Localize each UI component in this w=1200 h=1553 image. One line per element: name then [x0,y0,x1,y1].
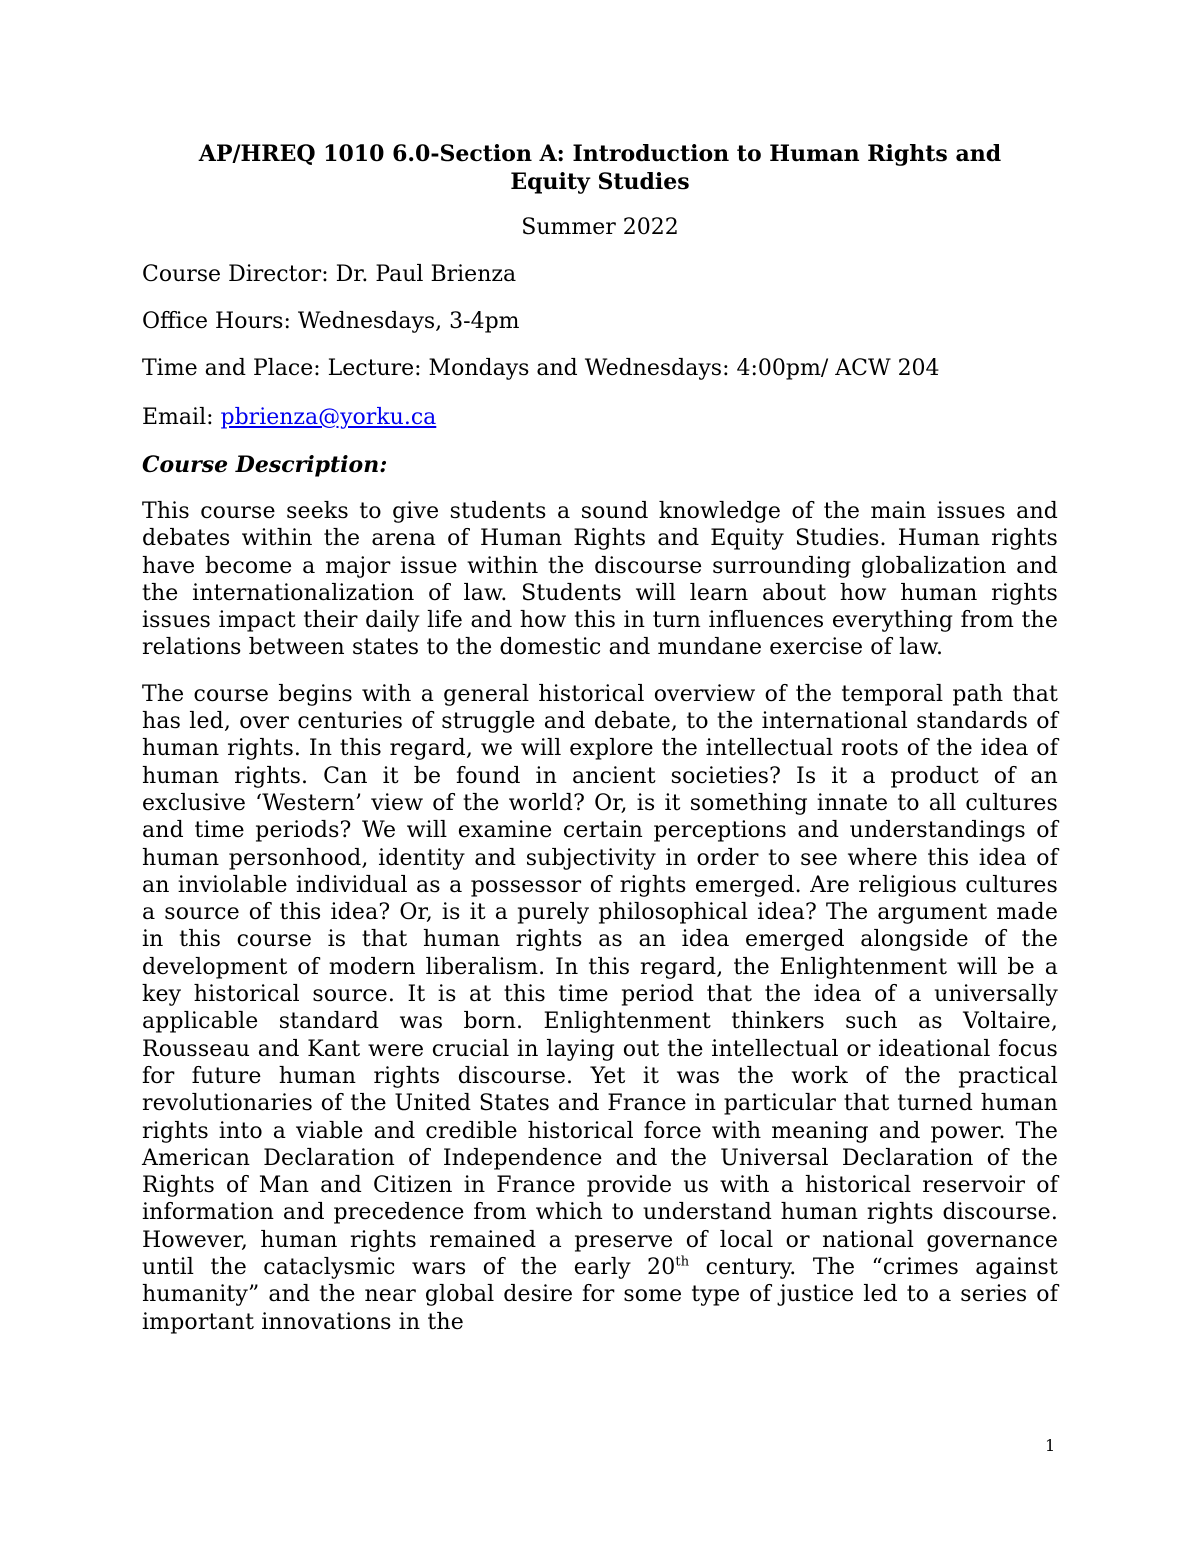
course-director: Course Director: Dr. Paul Brienza [142,262,517,287]
course-description-heading: Course Description: [142,452,388,478]
paragraph-2-text-b: century. The “crimes against humanity” and the near global desire for some type of justice led to a series of important innovations in the [142,1255,1058,1335]
time-and-place: Time and Place: Lecture: Mondays and Wednesdays: 4:00pm/ ACW 204 [142,356,940,381]
email-label: Email: [142,405,221,430]
ordinal-superscript: th [675,1254,690,1270]
paragraph-2-text-a: The course begins with a general historical overview of the temporal path that has led, over centuries of struggle and debate, to the international standards of human rights. In this regard, we will explore the intellectual roots of the idea of human rights. Can it be found in ancient societies? Is it a product of an exclusive ‘Western’ view of the world? Or, is it something innate to all cultures and time periods? We will examine certain perceptions and understandings of human personhood, identity and subjectivity in order to see where this idea of an inviolable individual as a possessor of rights emerged. Are religious cultures a source of this idea? Or, is it a purely philosophical idea? The argument made in this course is that human rights as an idea emerged alongside of the development of modern liberalism. In this regard, the Enlightenment will be a key historical source. It is at this time period that the idea of a universally applicable standard was born. Enlightenment thinkers such as Voltaire, Rousseau and Kant were crucial in laying out the intellectual or ideational focus for future human rights discourse. Yet it was the work of the practical revolutionaries of the United States and France in particular that turned human rights into a viable and credible historical force with meaning and power. The American Declaration of Independence and the Universal Declaration of the Rights of Man and Citizen in France provide us with a historical reservoir of information and precedence from which to understand human rights discourse. However, human rights remained a preserve of local or national governance until the cataclysmic wars of the early 20 [142,681,1058,1281]
description-paragraph-2 [142,681,1058,1336]
description-paragraph-1: This course seeks to give students a sound knowledge of the main issues and debates within the arena of Human Rights and Equity Studies. Human rights have become a major issue within the discourse surrounding globalization and the internationalization of law. Students will learn about how human rights issues impact their daily life and how this in turn influences everything from the relations between states to the domestic and mundane exercise of law. [142,499,1058,661]
document-page [142,140,1058,1336]
course-title-line-2: Equity Studies [510,169,690,195]
semester: Summer 2022 [521,215,679,240]
email-line [142,404,1058,432]
course-title [142,140,1058,196]
office-hours: Office Hours: Wednesdays, 3-4pm [142,309,520,334]
page-number: 1 [1045,1436,1056,1455]
course-title-line-1: AP/HREQ 1010 6.0-Section A: Introduction to Human Rights and [198,141,1002,167]
email-link[interactable]: pbrienza@yorku.ca [220,405,437,430]
